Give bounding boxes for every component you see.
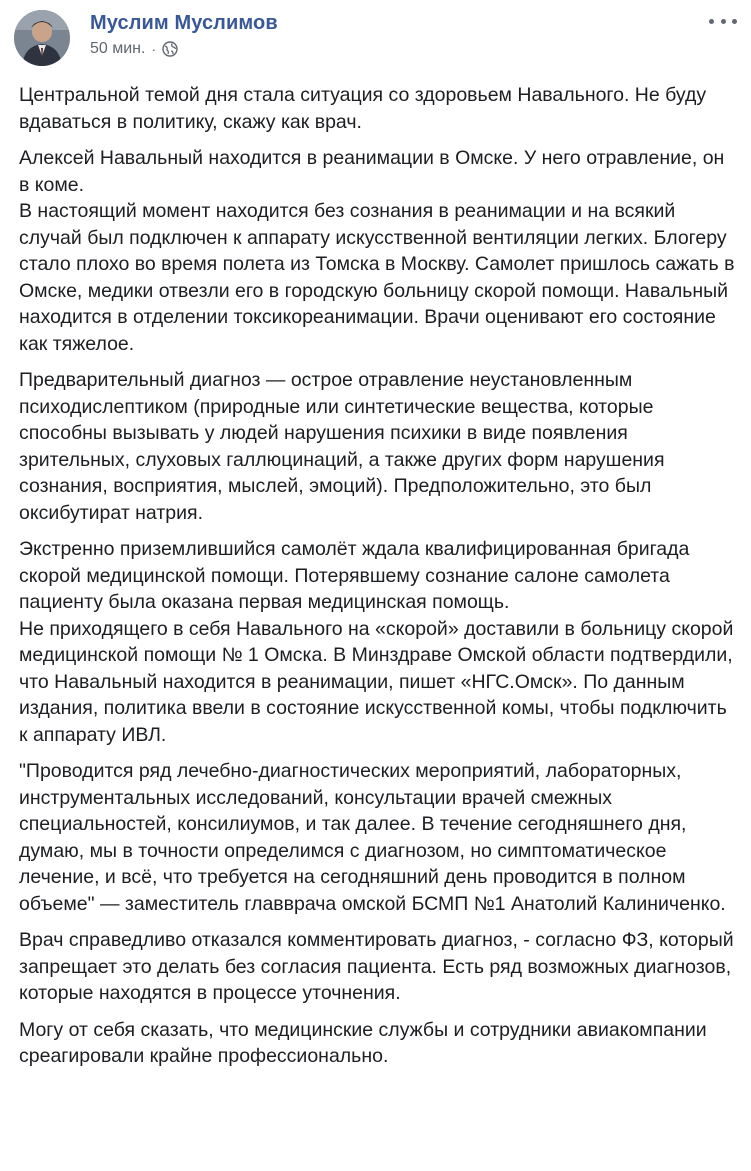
avatar[interactable] <box>14 10 70 66</box>
post-paragraph-6: Врач справедливо отказался комментировать диагноз, - согласно ФЗ, который запрещает это делать без согласия пациента. Есть ряд возможных диагнозов, которые находятся в процессе уточнения. <box>19 929 734 1004</box>
globe-icon[interactable] <box>162 41 178 57</box>
post-header <box>14 10 737 66</box>
author-name[interactable]: Муслим Муслимов <box>90 12 278 34</box>
post-paragraph-1: Центральной темой дня стала ситуация со здоровьем Навального. Не буду вдаваться в политику, скажу как врач. <box>19 84 707 133</box>
post-paragraph-2: Алексей Навальный находится в реанимации в Омске. У него отравление, он в коме. В настоящий момент находится без сознания в реанимации и на всякий случай был подключен к аппарату искусственной вентиляции легких. Блогеру стало плохо во время полета из Томска в Москву. Самолет пришлось сажать в Омске, медики отвезли его в городскую больницу скорой помощи. Навальный находится в отделении токсикореанимации. Врачи оценивают его состояние как тяжелое. <box>19 147 735 355</box>
post-paragraph-4: Экстренно приземлившийся самолёт ждала квалифицированная бригада скорой медицинской помощи. Потерявшему сознание салоне самолета пациенту была оказана первая медицинская помощь. Не приходящего в себя Навального на «скорой» доставили в больницу скорой медицинской помощи № 1 Омска. В Минздраве Омской области подтвердили, что Навальный находится в реанимации, пишет «НГС.Омск». По данным издания, политика ввели в состояние искусственной комы, чтобы подключить к аппарату ИВЛ. <box>19 538 734 746</box>
more-options-icon[interactable] <box>709 12 737 30</box>
post-paragraph-5: "Проводится ряд лечебно-диагностических мероприятий, лабораторных, инструментальных исследований, консультации врачей смежных специальностей, консилиумов, и так далее. В течение сегодняшнего дня, думаю, мы в точности определимся с диагнозом, но симптоматическое лечение, и всё, что требуется на сегодняшний день проводится в полном объеме" — заместитель главврача омской БСМП №1 Анатолий Калиниченко. <box>19 760 726 915</box>
post-meta <box>90 40 178 58</box>
post-body <box>19 82 739 1080</box>
separator-dot: · <box>151 41 157 57</box>
post-paragraph-7: Могу от себя сказать, что медицинские службы и сотрудники авиакомпании среагировали крайне профессионально. <box>19 1018 707 1067</box>
post-paragraph-3: Предварительный диагноз — острое отравление неустановленным психодислептиком (природные или синтетические вещества, которые способны вызывать у людей нарушения психики в виде появления зрительных, слуховых галлюцинаций, а также других форм нарушения сознания, восприятия, мыслей, эмоций). Предположительно, это был оксибутират натрия. <box>19 369 665 524</box>
post-timestamp[interactable]: 50 мин. <box>90 40 146 57</box>
